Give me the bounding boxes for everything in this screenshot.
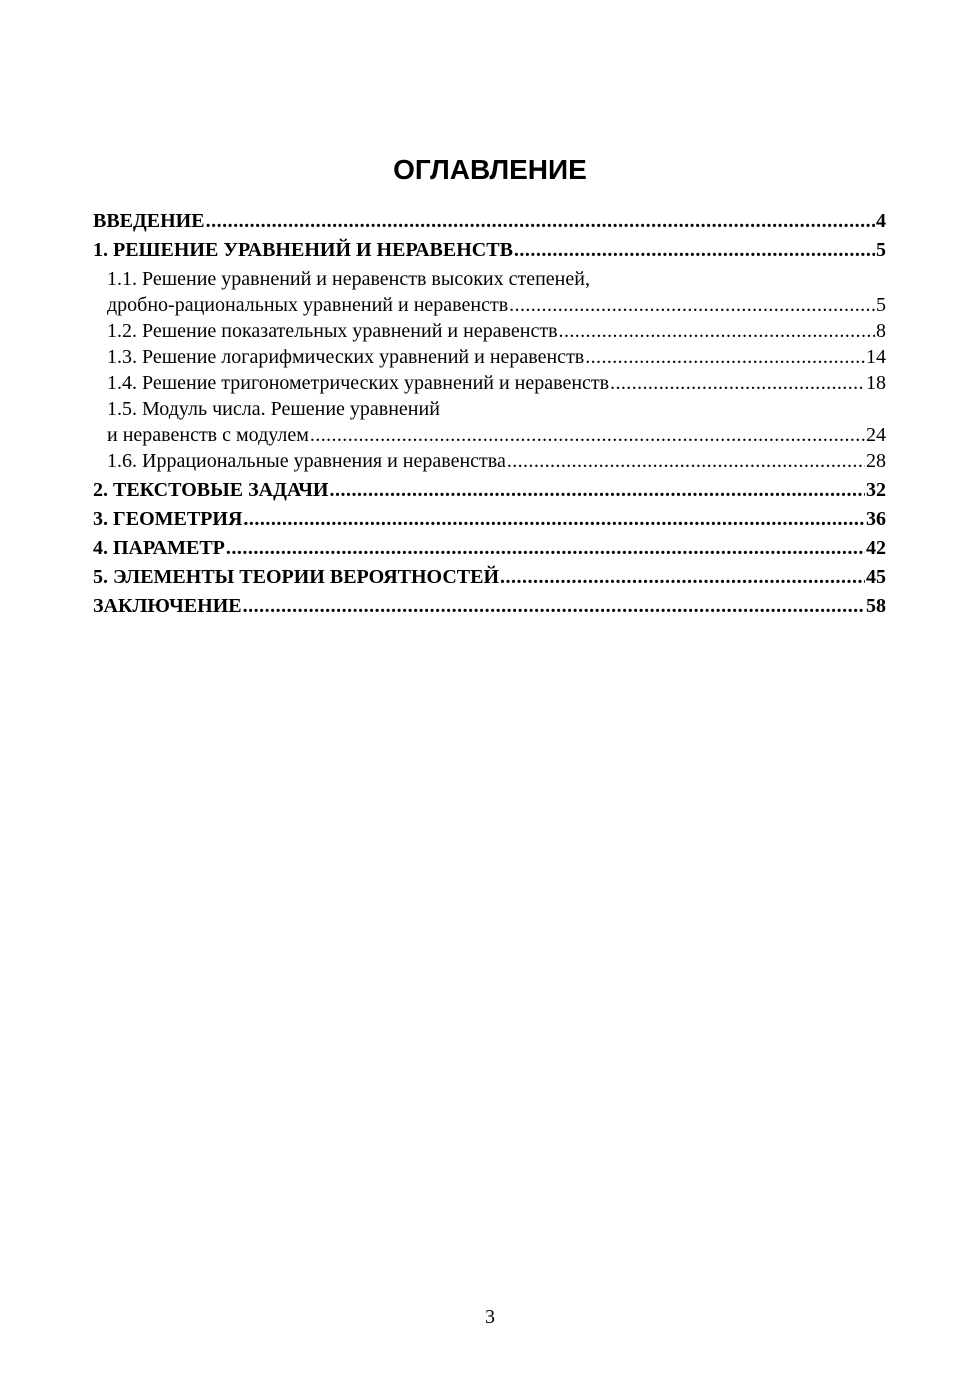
toc-entry-page: 32 — [866, 479, 886, 501]
toc-entry-label: 1.2. Решение показательных уравнений и неравенств — [107, 320, 558, 342]
table-of-contents — [93, 205, 886, 622]
toc-entry-chapter-1[interactable] — [93, 237, 886, 263]
toc-entry-chapter-5[interactable] — [93, 564, 886, 590]
toc-leader-dots — [226, 535, 865, 561]
toc-leader-dots — [206, 208, 875, 234]
toc-entry-page: 4 — [876, 210, 886, 232]
toc-entry-label: дробно-рациональных уравнений и неравенств — [107, 294, 509, 316]
toc-entry-label: 4. ПАРАМЕТР — [93, 537, 225, 559]
toc-leader-dots — [610, 370, 865, 396]
toc-leader-dots — [310, 422, 865, 448]
toc-entry-section-1-1[interactable] — [93, 266, 886, 318]
toc-leader-dots — [243, 506, 865, 532]
toc-entry-label-line1: 1.1. Решение уравнений и неравенств высоких степеней, — [107, 268, 590, 290]
toc-leader-dots — [514, 237, 875, 263]
toc-entry-chapter-3[interactable] — [93, 506, 886, 532]
toc-leader-dots — [329, 477, 865, 503]
toc-entry-page: 24 — [866, 424, 886, 446]
page-number: 3 — [485, 1306, 495, 1328]
toc-leader-dots — [509, 292, 875, 318]
toc-entry-label: 2. ТЕКСТОВЫЕ ЗАДАЧИ — [93, 479, 329, 501]
toc-entry-page: 18 — [866, 372, 886, 394]
toc-entry-introduction[interactable] — [93, 208, 886, 234]
toc-entry-label: 1. РЕШЕНИЕ УРАВНЕНИЙ И НЕРАВЕНСТВ — [93, 239, 513, 261]
toc-leader-dots — [585, 344, 865, 370]
toc-entry-page: 58 — [866, 595, 886, 617]
toc-leader-dots — [507, 448, 865, 474]
toc-leader-dots — [559, 318, 875, 344]
toc-leader-dots — [243, 593, 865, 619]
toc-entry-page: 36 — [866, 508, 886, 530]
toc-leader-dots — [500, 564, 865, 590]
toc-entry-label: 3. ГЕОМЕТРИЯ — [93, 508, 243, 530]
toc-entry-label: ЗАКЛЮЧЕНИЕ — [93, 595, 242, 617]
toc-entry-section-1-3[interactable] — [93, 344, 886, 370]
toc-entry-section-1-5[interactable] — [93, 396, 886, 448]
toc-entry-page: 28 — [866, 450, 886, 472]
toc-entry-label: 5. ЭЛЕМЕНТЫ ТЕОРИИ ВЕРОЯТНОСТЕЙ — [93, 566, 500, 588]
toc-entry-page: 42 — [866, 537, 886, 559]
toc-entry-section-1-6[interactable] — [93, 448, 886, 474]
toc-entry-section-1-2[interactable] — [93, 318, 886, 344]
toc-entry-label: ВВЕДЕНИЕ — [93, 210, 205, 232]
page-title: ОГЛАВЛЕНИЕ — [393, 154, 587, 185]
toc-entry-label: 1.6. Иррациональные уравнения и неравенства — [107, 450, 506, 472]
toc-entry-label: и неравенств с модулем — [107, 424, 309, 446]
toc-entry-chapter-2[interactable] — [93, 477, 886, 503]
toc-entry-page: 8 — [876, 320, 886, 342]
toc-entry-conclusion[interactable] — [93, 593, 886, 619]
toc-entry-label-line1: 1.5. Модуль числа. Решение уравнений — [107, 398, 440, 420]
toc-entry-label: 1.4. Решение тригонометрических уравнений и неравенств — [107, 372, 610, 394]
toc-entry-label: 1.3. Решение логарифмических уравнений и неравенств — [107, 346, 585, 368]
toc-entry-section-1-4[interactable] — [93, 370, 886, 396]
toc-entry-page: 14 — [866, 346, 886, 368]
toc-entry-page: 5 — [876, 294, 886, 316]
toc-entry-page: 45 — [866, 566, 886, 588]
toc-entry-page: 5 — [876, 239, 886, 261]
toc-entry-chapter-4[interactable] — [93, 535, 886, 561]
